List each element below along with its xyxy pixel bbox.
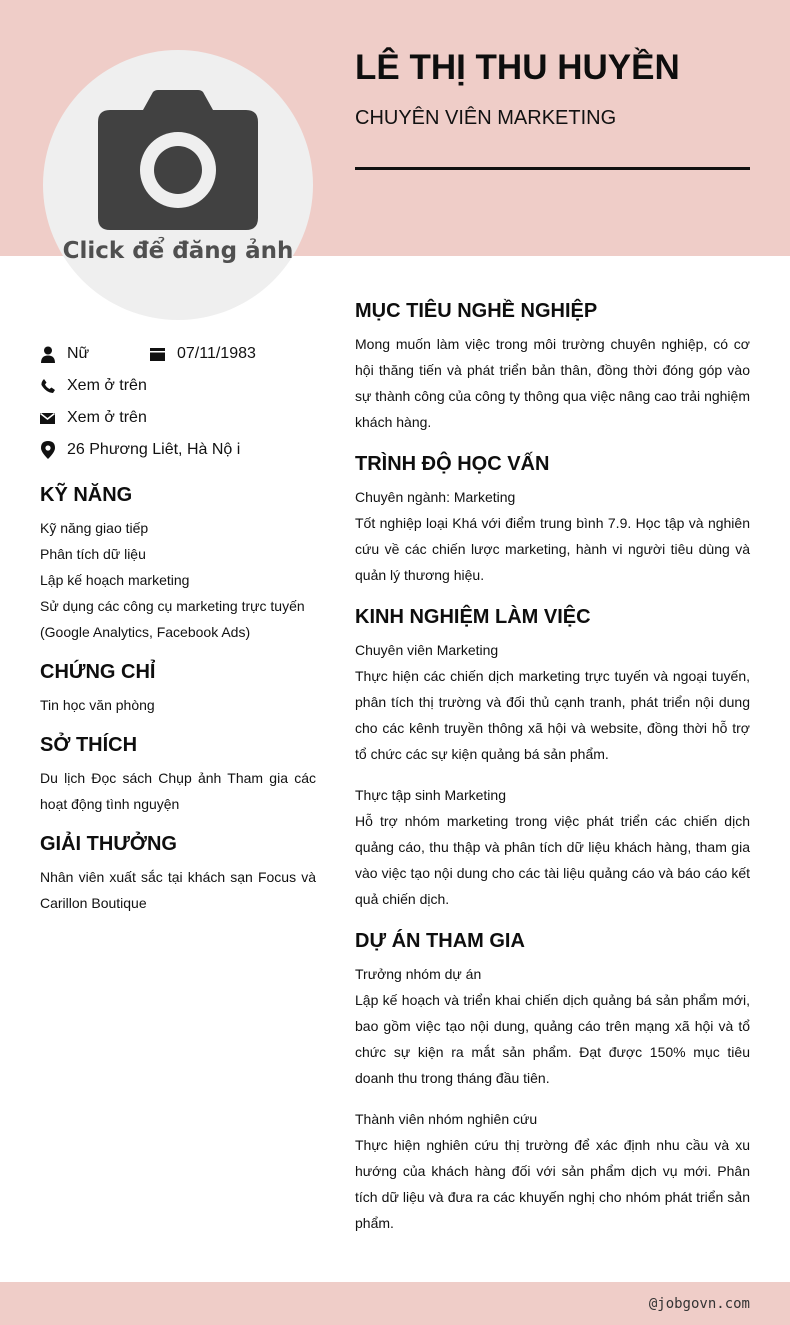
hobbies-section [40, 734, 316, 817]
experience-role: Chuyên viên Marketing [355, 642, 499, 658]
education-major: Chuyên ngành: Marketing [355, 489, 516, 505]
title-divider [355, 167, 750, 170]
experience-entry [355, 782, 750, 912]
footer-watermark: @jobgovn.com [648, 1296, 750, 1312]
contact-row-address [40, 434, 316, 466]
birthdate-value: 07/11/1983 [177, 345, 256, 362]
certificates-section [40, 661, 316, 718]
awards-section [40, 833, 316, 916]
experience-entry [355, 637, 750, 767]
hobbies-title: SỞ THÍCH [40, 734, 138, 756]
experience-description: Thực hiện các chiến dịch marketing trực tuyến và ngoại tuyến, phân tích thị trường và đối thủ cạnh tranh, phát triển nội dung cho các kênh truyền thông xã hội và website, đồng thời hỗ trợ tổ chức các sự kiện quảng bá sản phẩm. [355, 668, 750, 762]
email-icon [40, 409, 55, 427]
gender-value: Nữ [67, 345, 90, 362]
projects-title: DỰ ÁN THAM GIA [355, 930, 525, 952]
footer [0, 1282, 790, 1325]
project-entry [355, 1106, 750, 1236]
objective-text: Mong muốn làm việc trong môi trường chuyên nghiệp, có cơ hội thăng tiến và phát triển bản thân, đồng thời đóng góp vào sự thành công của công ty thông qua việc nâng cao trải nghiệm khách hàng. [355, 336, 750, 430]
phone-icon [40, 377, 55, 395]
experience-role: Thực tập sinh Marketing [355, 787, 506, 803]
skill-item: Phân tích dữ liệu [40, 546, 146, 562]
contact-row-email [40, 402, 316, 434]
project-role: Trưởng nhóm dự án [355, 966, 482, 982]
awards-title: GIẢI THƯỞNG [40, 833, 177, 855]
calendar-icon [150, 345, 165, 363]
job-title: CHUYÊN VIÊN MARKETING [355, 107, 617, 129]
skills-section [40, 484, 316, 645]
project-description: Thực hiện nghiên cứu thị trường để xác định nhu cầu và xu hướng của khách hàng đối với sản phẩm dịch vụ mới. Phân tích dữ liệu và đưa ra các khuyến nghị cho nhóm phát triển sản phẩm. [355, 1137, 750, 1231]
skill-item: Sử dụng các công cụ marketing trực tuyến (Google Analytics, Facebook Ads) [40, 598, 305, 640]
awards-text: Nhân viên xuất sắc tại khách sạn Focus và Carillon Boutique [40, 869, 316, 911]
certificates-title: CHỨNG CHỈ [40, 661, 156, 683]
phone-value: Xem ở trên [67, 377, 147, 394]
camera-icon [98, 90, 258, 230]
objective-section [355, 300, 750, 435]
photo-upload[interactable] [43, 50, 313, 320]
left-column [40, 338, 316, 916]
birthdate-group [150, 345, 256, 363]
person-icon [40, 345, 55, 363]
education-section [355, 453, 750, 588]
right-column [355, 300, 750, 1236]
email-value: Xem ở trên [67, 409, 147, 426]
projects-section [355, 930, 750, 1236]
skill-item: Kỹ năng giao tiếp [40, 520, 149, 536]
contact-row-phone [40, 370, 316, 402]
candidate-name: LÊ THỊ THU HUYỀN [355, 48, 680, 87]
education-title: TRÌNH ĐỘ HỌC VẤN [355, 453, 550, 475]
experience-title: KINH NGHIỆM LÀM VIỆC [355, 606, 591, 628]
location-pin-icon [40, 441, 55, 459]
experience-section [355, 606, 750, 912]
certificate-item: Tin học văn phòng [40, 697, 155, 713]
project-description: Lập kế hoạch và triển khai chiến dịch quảng bá sản phẩm mới, bao gồm việc tạo nội dung, quảng cáo trên mạng xã hội và tổ chức sự kiện ra mắt sản phẩm. Đạt được 150% mục tiêu doanh thu trong tháng đầu tiên. [355, 992, 750, 1086]
photo-upload-label: Click để đăng ảnh [62, 238, 294, 264]
education-text: Tốt nghiệp loại Khá với điểm trung bình 7.9. Học tập và nghiên cứu về các chiến lược marketing, hành vi người tiêu dùng và quản lý thương hiệu. [355, 515, 750, 583]
address-value: 26 Phương Liêt, Hà Nộ i [67, 441, 241, 458]
objective-title: MỤC TIÊU NGHỀ NGHIỆP [355, 300, 598, 322]
skills-title: KỸ NĂNG [40, 484, 133, 506]
experience-description: Hỗ trợ nhóm marketing trong việc phát triển các chiến dịch quảng cáo, thu thập và phân tích dữ liệu khách hàng, tham gia vào việc tạo nội dung cho các tài liệu quảng cáo và báo cáo kết quả chiến dịch. [355, 813, 750, 907]
contact-row-gender-birthdate [40, 338, 316, 370]
hobbies-text: Du lịch Đọc sách Chụp ảnh Tham gia các hoạt động tình nguyện [40, 770, 316, 812]
skill-item: Lập kế hoạch marketing [40, 572, 190, 588]
project-entry [355, 961, 750, 1091]
project-role: Thành viên nhóm nghiên cứu [355, 1111, 538, 1127]
